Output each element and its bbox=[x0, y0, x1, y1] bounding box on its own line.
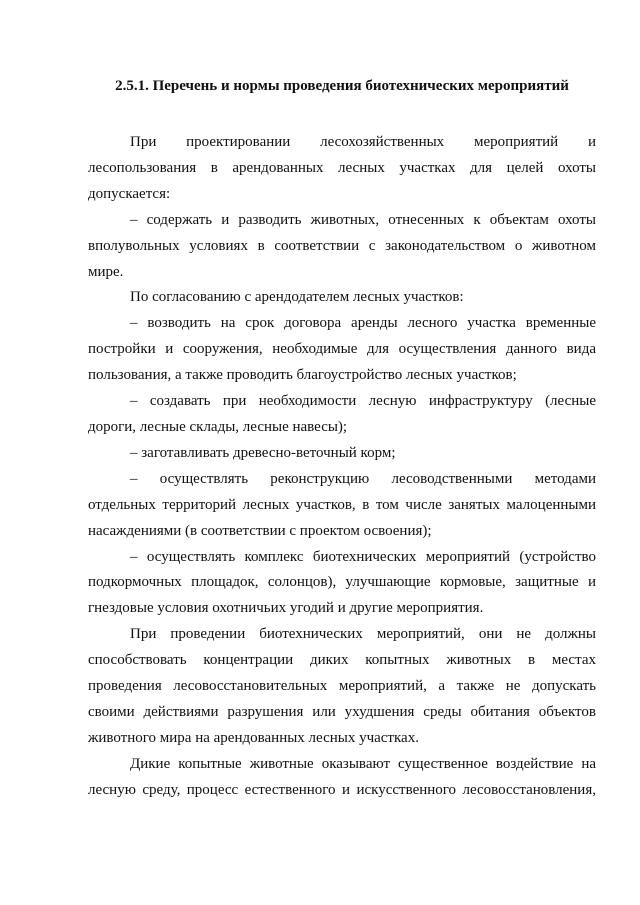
text-line: вполувольных условиях в соответствии с законодательством о животном bbox=[88, 237, 596, 254]
paragraph bbox=[88, 545, 596, 623]
text-line: – содержать и разводить животных, отнесенных к объектам охоты bbox=[130, 211, 596, 228]
text-line: – осуществлять реконструкцию лесоводственными методами bbox=[130, 470, 596, 487]
text-line: допускается: bbox=[88, 185, 171, 202]
text-line: подкормочных площадок, солонцов), улучшающие кормовые, защитные и bbox=[88, 574, 596, 591]
paragraph bbox=[88, 208, 596, 286]
text-line: дороги, лесные склады, лесные навесы); bbox=[88, 418, 348, 435]
text-line: постройки и сооружения, необходимые для осуществления данного вида bbox=[88, 341, 596, 358]
text-line: При проведении биотехнических мероприятий, они не должны bbox=[130, 626, 596, 643]
paragraph bbox=[88, 622, 596, 752]
text-line: животного мира на арендованных лесных участках. bbox=[88, 729, 419, 746]
body-text bbox=[88, 130, 596, 804]
paragraph bbox=[88, 441, 596, 467]
paragraph bbox=[88, 130, 596, 208]
paragraph bbox=[88, 311, 596, 389]
text-line: лесную среду, процесс естественного и искусственного лесовосстановления, bbox=[88, 781, 596, 798]
text-line: пользования, а также проводить благоустройство лесных участков; bbox=[88, 367, 517, 384]
text-line: отдельных территорий лесных участков, в том числе занятых малоценными bbox=[88, 496, 596, 513]
text-line: – осуществлять комплекс биотехнических мероприятий (устройство bbox=[130, 548, 596, 565]
text-line: своими действиями разрушения или ухудшения среды обитания объектов bbox=[88, 703, 596, 720]
text-line: мире. bbox=[88, 263, 124, 280]
paragraph bbox=[88, 467, 596, 545]
text-line: лесопользования в арендованных лесных участках для целей охоты bbox=[88, 159, 596, 176]
text-line: гнездовые условия охотничьих угодий и другие мероприятия. bbox=[88, 600, 484, 617]
paragraph bbox=[88, 752, 596, 804]
text-line: – возводить на срок договора аренды лесного участка временные bbox=[130, 315, 596, 332]
text-line: При проектировании лесохозяйственных мероприятий и bbox=[130, 134, 596, 150]
text-line: насаждениями (в соответствии с проектом освоения); bbox=[88, 522, 432, 539]
text-line: – заготавливать древесно-веточный корм; bbox=[130, 444, 396, 461]
section-heading: 2.5.1. Перечень и нормы проведения биотехнических мероприятий bbox=[115, 78, 569, 94]
text-line: – создавать при необходимости лесную инфраструктуру (лесные bbox=[130, 393, 596, 410]
paragraph bbox=[88, 389, 596, 441]
paragraph bbox=[88, 285, 596, 311]
text-line: проведения лесовосстановительных мероприятий, а также не допускать bbox=[88, 678, 596, 695]
text-line: По согласованию с арендодателем лесных участков: bbox=[130, 289, 464, 306]
text-line: Дикие копытные животные оказывают существенное воздействие на bbox=[130, 755, 596, 772]
text-line: способствовать концентрации диких копытных животных в местах bbox=[88, 652, 596, 669]
